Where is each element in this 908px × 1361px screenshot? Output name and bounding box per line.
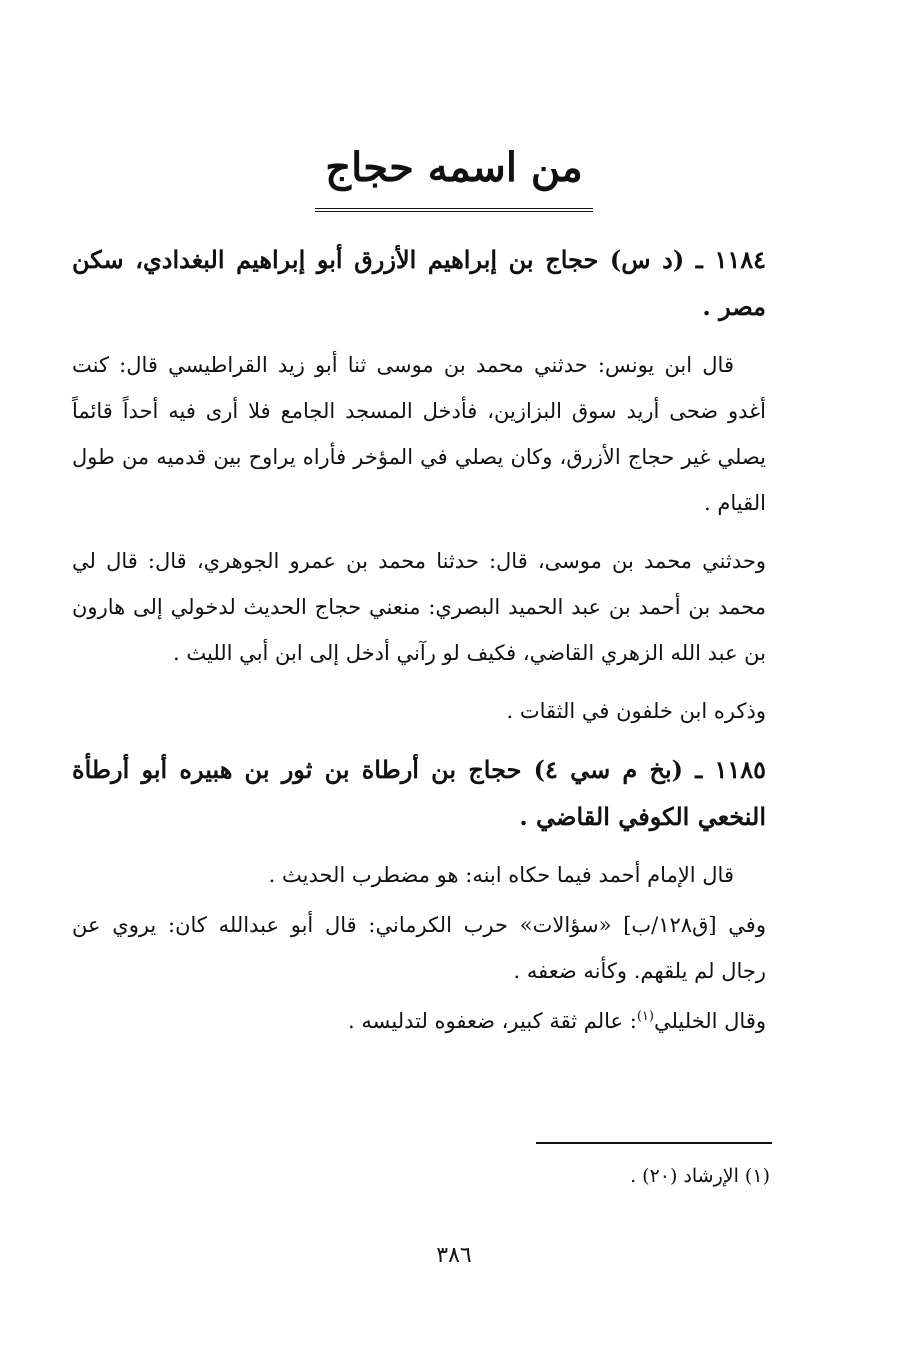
- footnote-1: (١) الإرشاد (٢٠) .: [630, 1165, 770, 1187]
- page-number: ٣٨٦: [436, 1243, 472, 1268]
- entry-1184-paragraph-3: وذكره ابن خلفون في الثقات .: [506, 699, 766, 723]
- entry-1185-paragraph-1: قال الإمام أحمد فيما حكاه ابنه: هو مضطرب الحديث .: [268, 863, 734, 887]
- entry-1185-paragraph-3: [72, 998, 766, 1044]
- entry-1185-paragraph-2: وفي [ق١٢٨/ب] «سؤالات» حرب الكرماني: قال أبو عبدالله كان: يروي عن رجال لم يلقهم. وكأنه ضعفه .: [72, 913, 766, 983]
- footnote-reference[interactable]: (١): [636, 1009, 654, 1024]
- entry-1184-paragraph-2: وحدثني محمد بن موسى، قال: حدثنا محمد بن عمرو الجوهري، قال: قال لي محمد بن أحمد بن عبد الحميد البصري: منعني حجاج الحديث لدخولي إلى هارون بن عبد الله الزهري القاضي، فكيف لو رآني أدخل إلى ابن أبي الليث .: [72, 549, 766, 665]
- entry-heading-1184: ١١٨٤ ـ (د س) حجاج بن إبراهيم الأزرق أبو إبراهيم البغدادي، سكن مصر .: [72, 245, 766, 321]
- section-heading: [0, 138, 908, 212]
- footnote-divider: [536, 1142, 772, 1144]
- entry-heading-1185: ١١٨٥ ـ (بخ م سي ٤) حجاج بن أرطاة بن ثور بن هبيره أبو أرطأة النخعي الكوفي القاضي .: [72, 755, 767, 831]
- khalili-quote-text: : عالم ثقة كبير، ضعفوه لتدليسه .: [348, 1009, 637, 1033]
- entry-1184-paragraph-1: قال ابن يونس: حدثني محمد بن موسى ثنا أبو زيد القراطيسي قال: كنت أغدو ضحى أريد سوق البزازين، فأدخل المسجد الجامع فلا أرى فيه أحداً قائماً يصلي غير حجاج الأزرق، وكان يصلي في المؤخر فأراه يراوح بين قدميه من طول القيام .: [72, 353, 766, 515]
- khalili-quote-lead: وقال الخليلي: [653, 1009, 766, 1033]
- section-title: من اسمه حجاج: [315, 138, 592, 212]
- main-text: [72, 236, 766, 1056]
